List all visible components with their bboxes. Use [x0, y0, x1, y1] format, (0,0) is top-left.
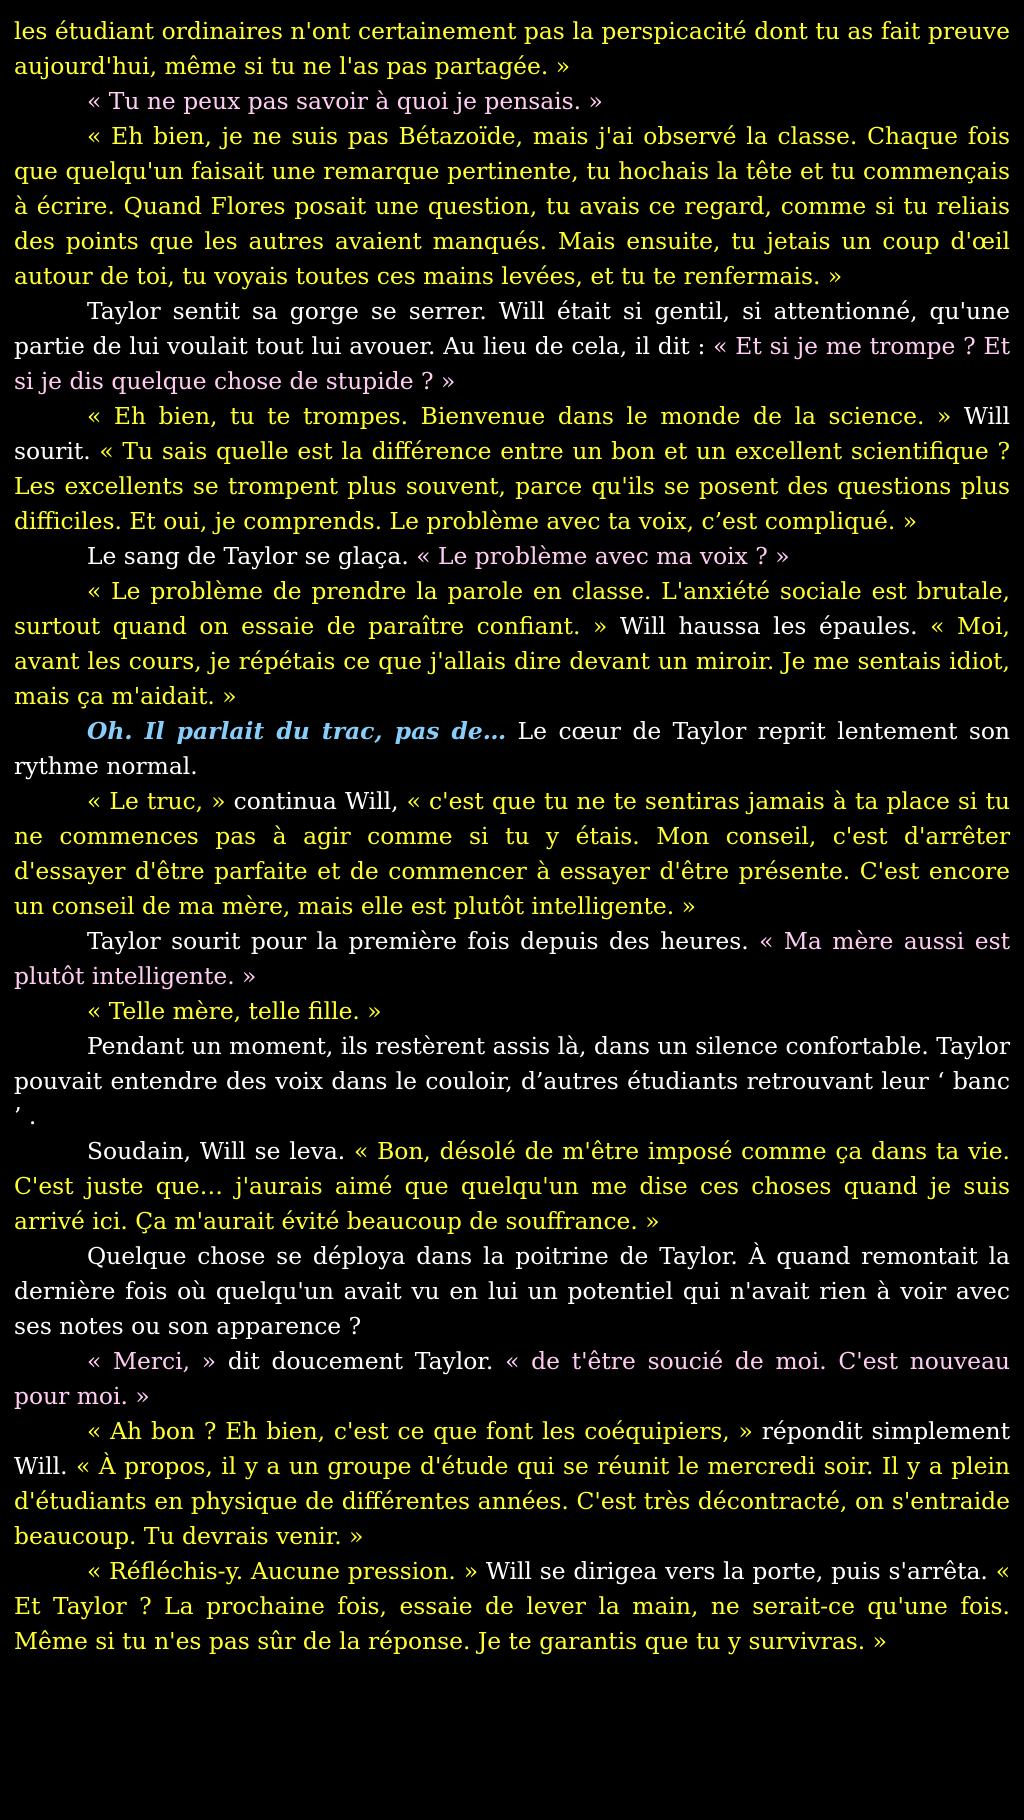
narration-text: répondit simplement Will. — [14, 1417, 1010, 1480]
story-paragraph — [14, 1239, 1010, 1344]
taylor-dialogue: « Tu ne peux pas savoir à quoi je pensais. » — [87, 87, 603, 115]
narration-text: Pendant un moment, ils restèrent assis là, dans un silence confortable. Taylor pouvait entendre des voix dans le couloir, d’autres étudiants retrouvant leur ‘ banc ’ . — [14, 1032, 1010, 1130]
story-paragraph — [14, 294, 1010, 399]
narration-text: continua Will, — [225, 787, 407, 815]
narration-text: Will sourit. — [14, 402, 1010, 465]
story-paragraph — [14, 84, 1010, 119]
story-paragraph — [14, 1029, 1010, 1134]
will-dialogue: « Telle mère, telle fille. » — [87, 997, 382, 1025]
narration-text: Will se dirigea vers la porte, puis s'arrêta. — [478, 1557, 996, 1585]
story-paragraph — [14, 714, 1010, 784]
narration-text: Soudain, Will se leva. — [87, 1137, 354, 1165]
will-dialogue: « Tu sais quelle est la différence entre un bon et un excellent scientifique ? Les excellents se trompent plus souvent, parce qu'ils se posent des questions plus difficiles. Et oui, je comprends. Le problème avec ta voix, c’est compliqué. » — [14, 437, 1010, 535]
story-paragraph — [14, 574, 1010, 714]
inner-thought: Oh. Il parlait du trac, pas de… — [87, 717, 507, 745]
narration-text: Taylor sentit sa gorge se serrer. Will était si gentil, si attentionné, qu'une partie de lui voulait tout lui avouer. Au lieu de cela, il dit : — [14, 297, 1010, 360]
will-dialogue: « Le problème de prendre la parole en classe. L'anxiété sociale est brutale, surtout quand on essaie de paraître confiant. » — [14, 577, 1010, 640]
story-paragraph — [14, 539, 1010, 574]
story-paragraph — [14, 399, 1010, 539]
story-paragraph — [14, 1344, 1010, 1414]
will-dialogue: « Eh bien, tu te trompes. Bienvenue dans le monde de la science. » — [87, 402, 952, 430]
story-paragraph — [14, 784, 1010, 924]
taylor-dialogue: « de t'être soucié de moi. C'est nouveau pour moi. » — [14, 1347, 1010, 1410]
will-dialogue: « Et Taylor ? La prochaine fois, essaie de lever la main, ne serait-ce qu'une fois. Même si tu n'es pas sûr de la réponse. Je te garantis que tu y survivras. » — [14, 1557, 1011, 1655]
taylor-dialogue: « Ma mère aussi est plutôt intelligente. » — [14, 927, 1010, 990]
will-dialogue: « Ah bon ? Eh bien, c'est ce que font les coéquipiers, » — [87, 1417, 753, 1445]
reader-page — [14, 14, 1010, 1659]
narration-text: Will haussa les épaules. — [607, 612, 931, 640]
narration-text: Quelque chose se déploya dans la poitrine de Taylor. À quand remontait la dernière fois où quelqu'un avait vu en lui un potentiel qui n'avait rien à voir avec ses notes ou son apparence ? — [14, 1242, 1010, 1340]
taylor-dialogue: « Et si je me trompe ? Et si je dis quelque chose de stupide ? » — [14, 332, 1010, 395]
narration-text: Le cœur de Taylor reprit lentement son rythme normal. — [14, 717, 1010, 780]
will-dialogue: « À propos, il y a un groupe d'étude qui se réunit le mercredi soir. Il y a plein d'étudiants en physique de différentes années. C'est très décontracté, on s'entraide beaucoup. Tu devrais venir. » — [14, 1452, 1010, 1550]
story-paragraph — [14, 1134, 1010, 1239]
taylor-dialogue: « Merci, » — [87, 1347, 217, 1375]
will-dialogue: « Moi, avant les cours, je répétais ce que j'allais dire devant un miroir. Je me sentais idiot, mais ça m'aidait. » — [14, 612, 1010, 710]
story-paragraph — [14, 924, 1010, 994]
story-paragraph — [14, 1414, 1010, 1554]
narration-text: dit doucement Taylor. — [216, 1347, 506, 1375]
story-paragraph — [14, 994, 1010, 1029]
taylor-dialogue: « Le problème avec ma voix ? » — [416, 542, 790, 570]
will-dialogue: « Réfléchis-y. Aucune pression. » — [87, 1557, 479, 1585]
will-dialogue: « c'est que tu ne te sentiras jamais à ta place si tu ne commences pas à agir comme si tu y étais. Mon conseil, c'est d'arrêter d'essayer d'être parfaite et de commencer à essayer d'être présente. C'est encore un conseil de ma mère, mais elle est plutôt intelligente. » — [14, 787, 1010, 920]
story-paragraph — [14, 119, 1010, 294]
narration-text: Le sang de Taylor se glaça. — [87, 542, 417, 570]
story-paragraph — [14, 14, 1010, 84]
will-dialogue: « Le truc, » — [87, 787, 226, 815]
will-dialogue: « Bon, désolé de m'être imposé comme ça dans ta vie. C'est juste que… j'aurais aimé que quelqu'un me dise ces choses quand je suis arrivé ici. Ça m'aurait évité beaucoup de souffrance. » — [14, 1137, 1010, 1235]
story-paragraph — [14, 1554, 1010, 1659]
will-dialogue: « Eh bien, je ne suis pas Bétazoïde, mais j'ai observé la classe. Chaque fois que quelqu'un faisait une remarque pertinente, tu hochais la tête et tu commençais à écrire. Quand Flores posait une question, tu avais ce regard, comme si tu reliais des points que les autres avaient manqués. Mais ensuite, tu jetais un coup d'œil autour de toi, tu voyais toutes ces mains levées, et tu te renfermais. » — [14, 122, 1010, 290]
will-dialogue: les étudiant ordinaires n'ont certainement pas la perspicacité dont tu as fait preuve aujourd'hui, même si tu ne l'as pas partagée. » — [14, 17, 1010, 80]
narration-text: Taylor sourit pour la première fois depuis des heures. — [87, 927, 760, 955]
